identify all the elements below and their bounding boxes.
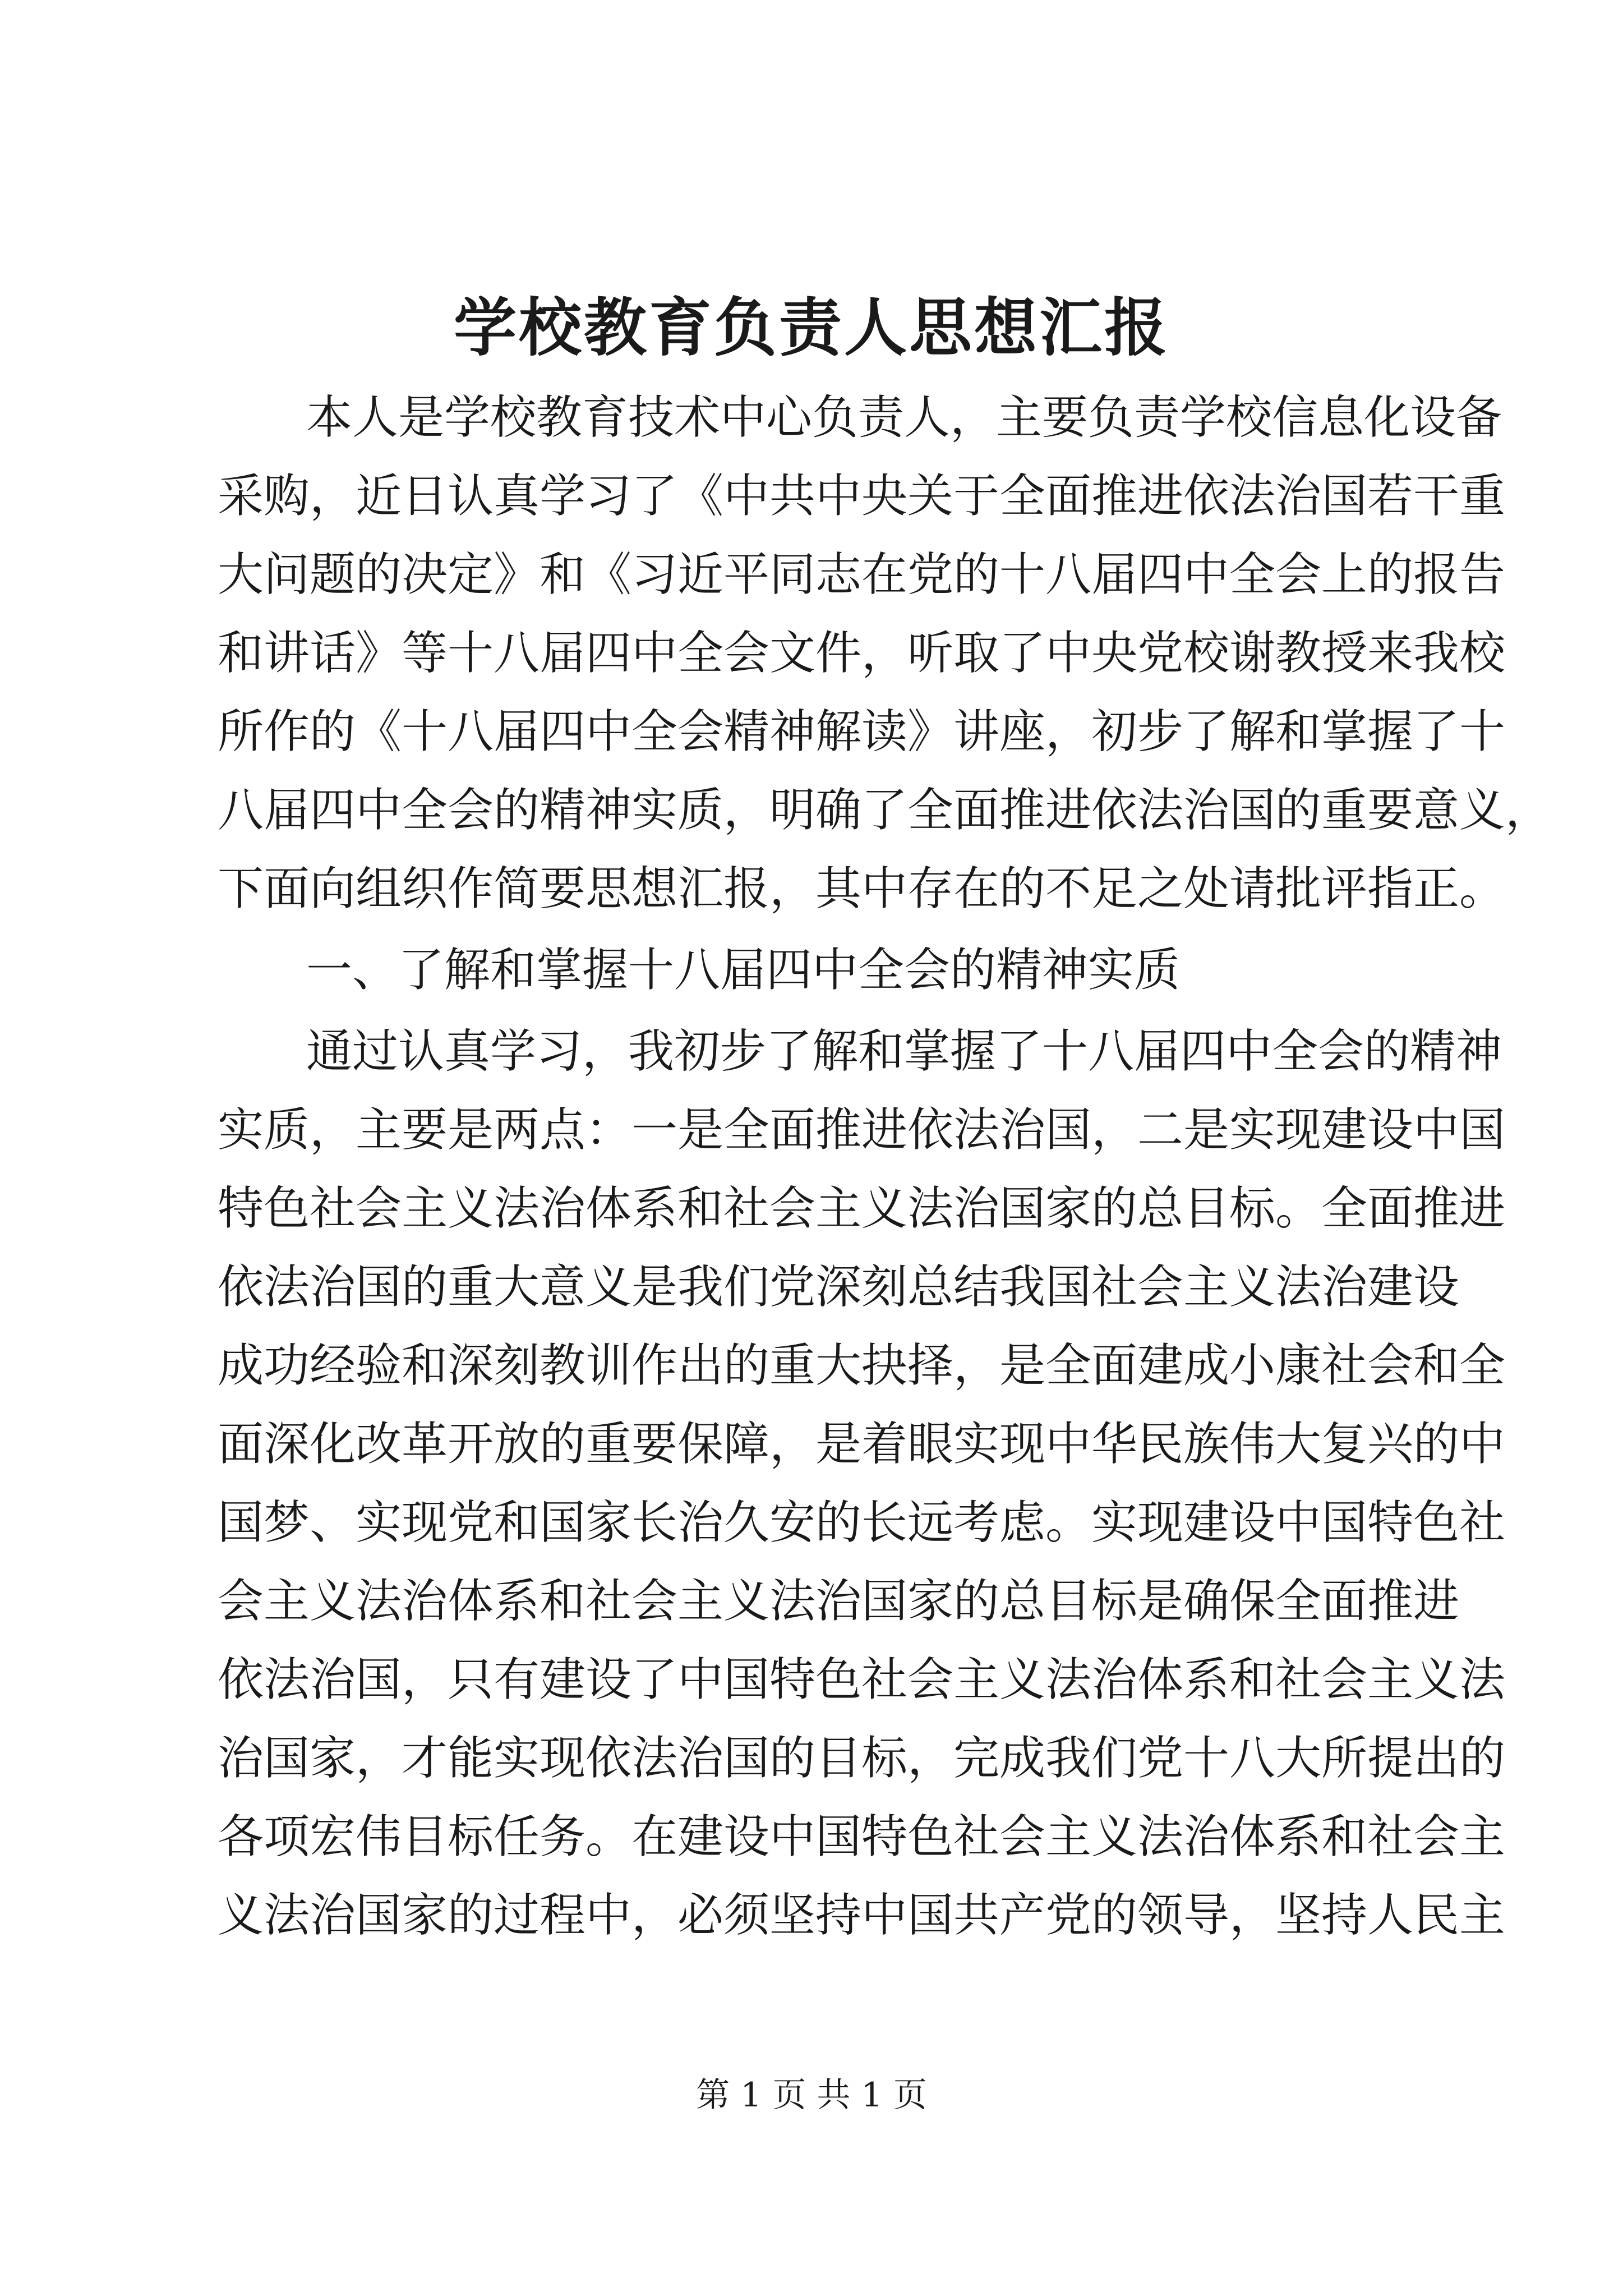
paragraph-line: 和讲话》等十八届四中全会文件，听取了中央党校谢教授来我校 bbox=[218, 627, 1506, 680]
paragraph-line: 特色社会主义法治体系和社会主义法治国家的总目标。全面推进 bbox=[218, 1182, 1506, 1235]
paragraph-line: 会主义法治体系和社会主义法治国家的总目标是确保全面推进 bbox=[218, 1575, 1460, 1628]
paragraph-line: 下面向组织作简要思想汇报，其中存在的不足之处请批评指正。 bbox=[218, 862, 1506, 915]
paragraph-line: 八届四中全会的精神实质，明确了全面推进依法治国的重要意义， bbox=[218, 784, 1552, 837]
paragraph-line: 大问题的决定》和《习近平同志在党的十八届四中全会上的报告 bbox=[218, 548, 1506, 601]
section-heading: 一、了解和掌握十八届四中全会的精神实质 bbox=[306, 944, 1181, 997]
paragraph-line: 依法治国，只有建设了中国特色社会主义法治体系和社会主义法 bbox=[218, 1653, 1506, 1706]
paragraph-line: 依法治国的重大意义是我们党深刻总结我国社会主义法治建设 bbox=[218, 1260, 1460, 1314]
paragraph-line: 本人是学校教育技术中心负责人，主要负责学校信息化设备 bbox=[306, 391, 1502, 444]
paragraph-line: 面深化改革开放的重要保障，是着眼实现中华民族伟大复兴的中 bbox=[218, 1418, 1506, 1471]
paragraph-line: 通过认真学习，我初步了解和掌握了十八届四中全会的精神 bbox=[306, 1025, 1502, 1078]
paragraph-line: 国梦、实现党和国家长治久安的长远考虑。实现建设中国特色社 bbox=[218, 1496, 1506, 1549]
paragraph-line: 采购，近日认真学习了《中共中央关于全面推进依法治国若干重 bbox=[218, 470, 1506, 523]
paragraph-line: 治国家，才能实现依法治国的目标，完成我们党十八大所提出的 bbox=[218, 1732, 1506, 1785]
paragraph-line: 义法治国家的过程中，必须坚持中国共产党的领导，坚持人民主 bbox=[218, 1889, 1506, 1942]
paragraph-line: 成功经验和深刻教训作出的重大抉择，是全面建成小康社会和全 bbox=[218, 1339, 1506, 1392]
paragraph-line: 各项宏伟目标任务。在建设中国特色社会主义法治体系和社会主 bbox=[218, 1810, 1506, 1864]
page-footer: 第 1 页 共 1 页 bbox=[696, 2076, 927, 2115]
paragraph-line: 所作的《十八届四中全会精神解读》讲座，初步了解和掌握了十 bbox=[218, 705, 1506, 758]
paragraph-line: 实质，主要是两点：一是全面推进依法治国，二是实现建设中国 bbox=[218, 1103, 1506, 1157]
document-title: 学校教育负责人思想汇报 bbox=[454, 291, 1169, 365]
